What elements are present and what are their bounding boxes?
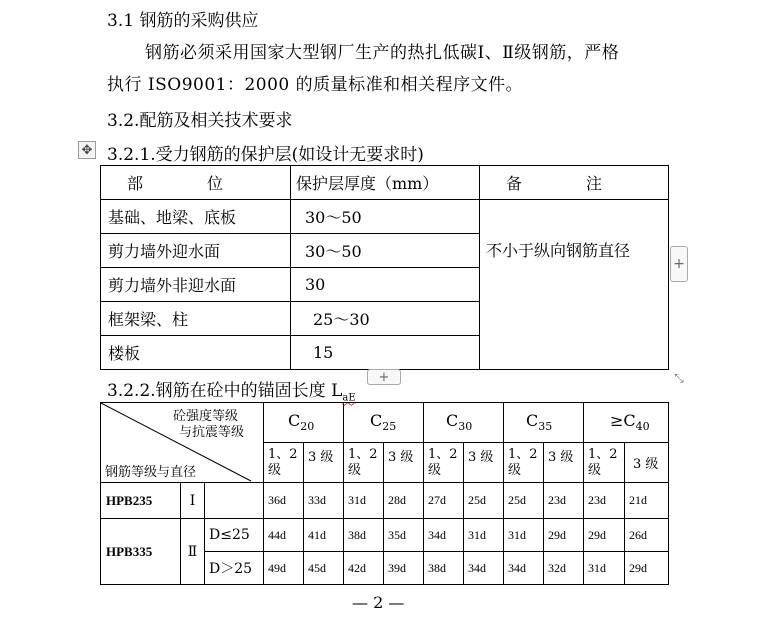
value-cell: 23d <box>584 483 625 519</box>
grade-sub: 30 <box>458 420 473 434</box>
subheader-level3: 3 级 <box>384 443 424 483</box>
value-cell: 29d <box>625 552 669 585</box>
table-header-row <box>101 166 669 200</box>
table-move-handle-icon[interactable]: ✥ <box>78 141 96 159</box>
thickness-cell: 25～30 <box>291 302 480 336</box>
table-resize-icon[interactable]: ⤡ <box>674 370 684 385</box>
steel-grade-cell: HPB235 <box>101 483 181 519</box>
value-cell: 38d <box>344 519 384 552</box>
grade-sub: 40 <box>635 420 650 434</box>
subheader-level12: 1、2级 <box>264 443 304 483</box>
steel-level-cell: Ⅰ <box>181 483 205 519</box>
subheader-level3: 3 级 <box>625 443 669 483</box>
page-number: — 2 — <box>352 593 405 612</box>
value-cell: 34d <box>504 552 544 585</box>
diameter-cell: D＞25 <box>205 552 264 585</box>
grade-prefix: C <box>370 411 383 431</box>
subheader-level12: 1、2级 <box>584 443 625 483</box>
steel-grade-cell: HPB335 <box>101 519 181 585</box>
value-cell: 49d <box>264 552 304 585</box>
value-cell: 45d <box>304 552 344 585</box>
subheader-level3: 3 级 <box>304 443 344 483</box>
part-cell: 楼板 <box>101 336 291 370</box>
header-thickness: 保护层厚度（mm） <box>291 166 480 200</box>
section-3-2-2-heading <box>107 376 356 403</box>
value-cell: 29d <box>584 519 625 552</box>
value-cell: 27d <box>424 483 464 519</box>
section-3-1-heading: 3.1 钢筋的采购供应 <box>107 11 259 31</box>
table-row <box>101 483 669 519</box>
thickness-cell: 30 <box>291 268 480 302</box>
grade-sub: 25 <box>382 420 397 434</box>
grade-sub: 20 <box>300 420 315 434</box>
value-cell: 26d <box>625 519 669 552</box>
value-cell: 25d <box>464 483 504 519</box>
note-cell: 不小于纵向钢筋直径 <box>480 200 669 370</box>
paragraph-line-1: 钢筋必须采用国家大型钢厂生产的热扎低碳Ⅰ、Ⅱ级钢筋，严格 <box>145 43 620 63</box>
part-cell: 剪力墙外非迎水面 <box>101 268 291 302</box>
value-cell: 39d <box>384 552 424 585</box>
thickness-cell: 15 <box>291 336 480 370</box>
add-column-plus-icon[interactable]: + <box>670 246 688 282</box>
value-cell: 31d <box>504 519 544 552</box>
section-3-2-1-heading: 3.2.1.受力钢筋的保护层(如设计无要求时) <box>107 145 424 165</box>
grade-prefix: ≥C <box>610 411 636 431</box>
value-cell: 31d <box>464 519 504 552</box>
table-row <box>101 519 669 552</box>
part-cell: 框架梁、柱 <box>101 302 291 336</box>
value-cell: 35d <box>384 519 424 552</box>
diameter-cell <box>205 483 264 519</box>
value-cell: 31d <box>344 483 384 519</box>
subheader-level12: 1、2级 <box>504 443 544 483</box>
part-cell: 剪力墙外迎水面 <box>101 234 291 268</box>
grade-c35 <box>504 403 584 443</box>
cover-thickness-table <box>100 165 669 370</box>
value-cell: 28d <box>384 483 424 519</box>
grade-sub: 35 <box>538 420 553 434</box>
corner-top-line2: 与抗震等级 <box>179 425 245 440</box>
anchorage-length-table <box>100 402 669 585</box>
anchorage-subscript: aE <box>342 392 356 404</box>
value-cell: 38d <box>424 552 464 585</box>
grade-prefix: C <box>288 411 301 431</box>
corner-cell <box>101 403 264 483</box>
value-cell: 34d <box>424 519 464 552</box>
header-note: 备 注 <box>480 166 669 200</box>
subheader-level12: 1、2级 <box>344 443 384 483</box>
header-part: 部 位 <box>101 166 291 200</box>
grade-header-row <box>101 403 669 443</box>
value-cell: 33d <box>304 483 344 519</box>
thickness-cell: 30～50 <box>291 234 480 268</box>
value-cell: 42d <box>344 552 384 585</box>
grade-c30 <box>424 403 504 443</box>
subheader-level3: 3 级 <box>544 443 584 483</box>
corner-bottom: 钢筋等级与直径 <box>105 465 197 480</box>
paragraph-line-2: 执行 ISO9001：2000 的质量标准和相关程序文件。 <box>107 75 524 95</box>
section-3-2-2-text: 3.2.2.钢筋在砼中的锚固长度 L <box>107 381 343 401</box>
value-cell: 34d <box>464 552 504 585</box>
grade-c25 <box>344 403 424 443</box>
value-cell: 44d <box>264 519 304 552</box>
table-row <box>101 200 669 234</box>
thickness-cell: 30～50 <box>291 200 480 234</box>
grade-prefix: C <box>526 411 539 431</box>
diameter-cell: D≤25 <box>205 519 264 552</box>
grade-c40 <box>584 403 669 443</box>
value-cell: 25d <box>504 483 544 519</box>
section-3-2-heading: 3.2.配筋及相关技术要求 <box>107 111 293 131</box>
value-cell: 29d <box>544 519 584 552</box>
part-cell: 基础、地梁、底板 <box>101 200 291 234</box>
grade-prefix: C <box>446 411 459 431</box>
grade-c20 <box>264 403 344 443</box>
value-cell: 21d <box>625 483 669 519</box>
corner-top-line1: 砼强度等级 <box>173 409 239 424</box>
add-row-plus-icon[interactable]: + <box>367 369 401 385</box>
value-cell: 41d <box>304 519 344 552</box>
value-cell: 23d <box>544 483 584 519</box>
value-cell: 32d <box>544 552 584 585</box>
steel-level-cell: Ⅱ <box>181 519 205 585</box>
value-cell: 36d <box>264 483 304 519</box>
subheader-level12: 1、2级 <box>424 443 464 483</box>
value-cell: 31d <box>584 552 625 585</box>
subheader-level3: 3 级 <box>464 443 504 483</box>
